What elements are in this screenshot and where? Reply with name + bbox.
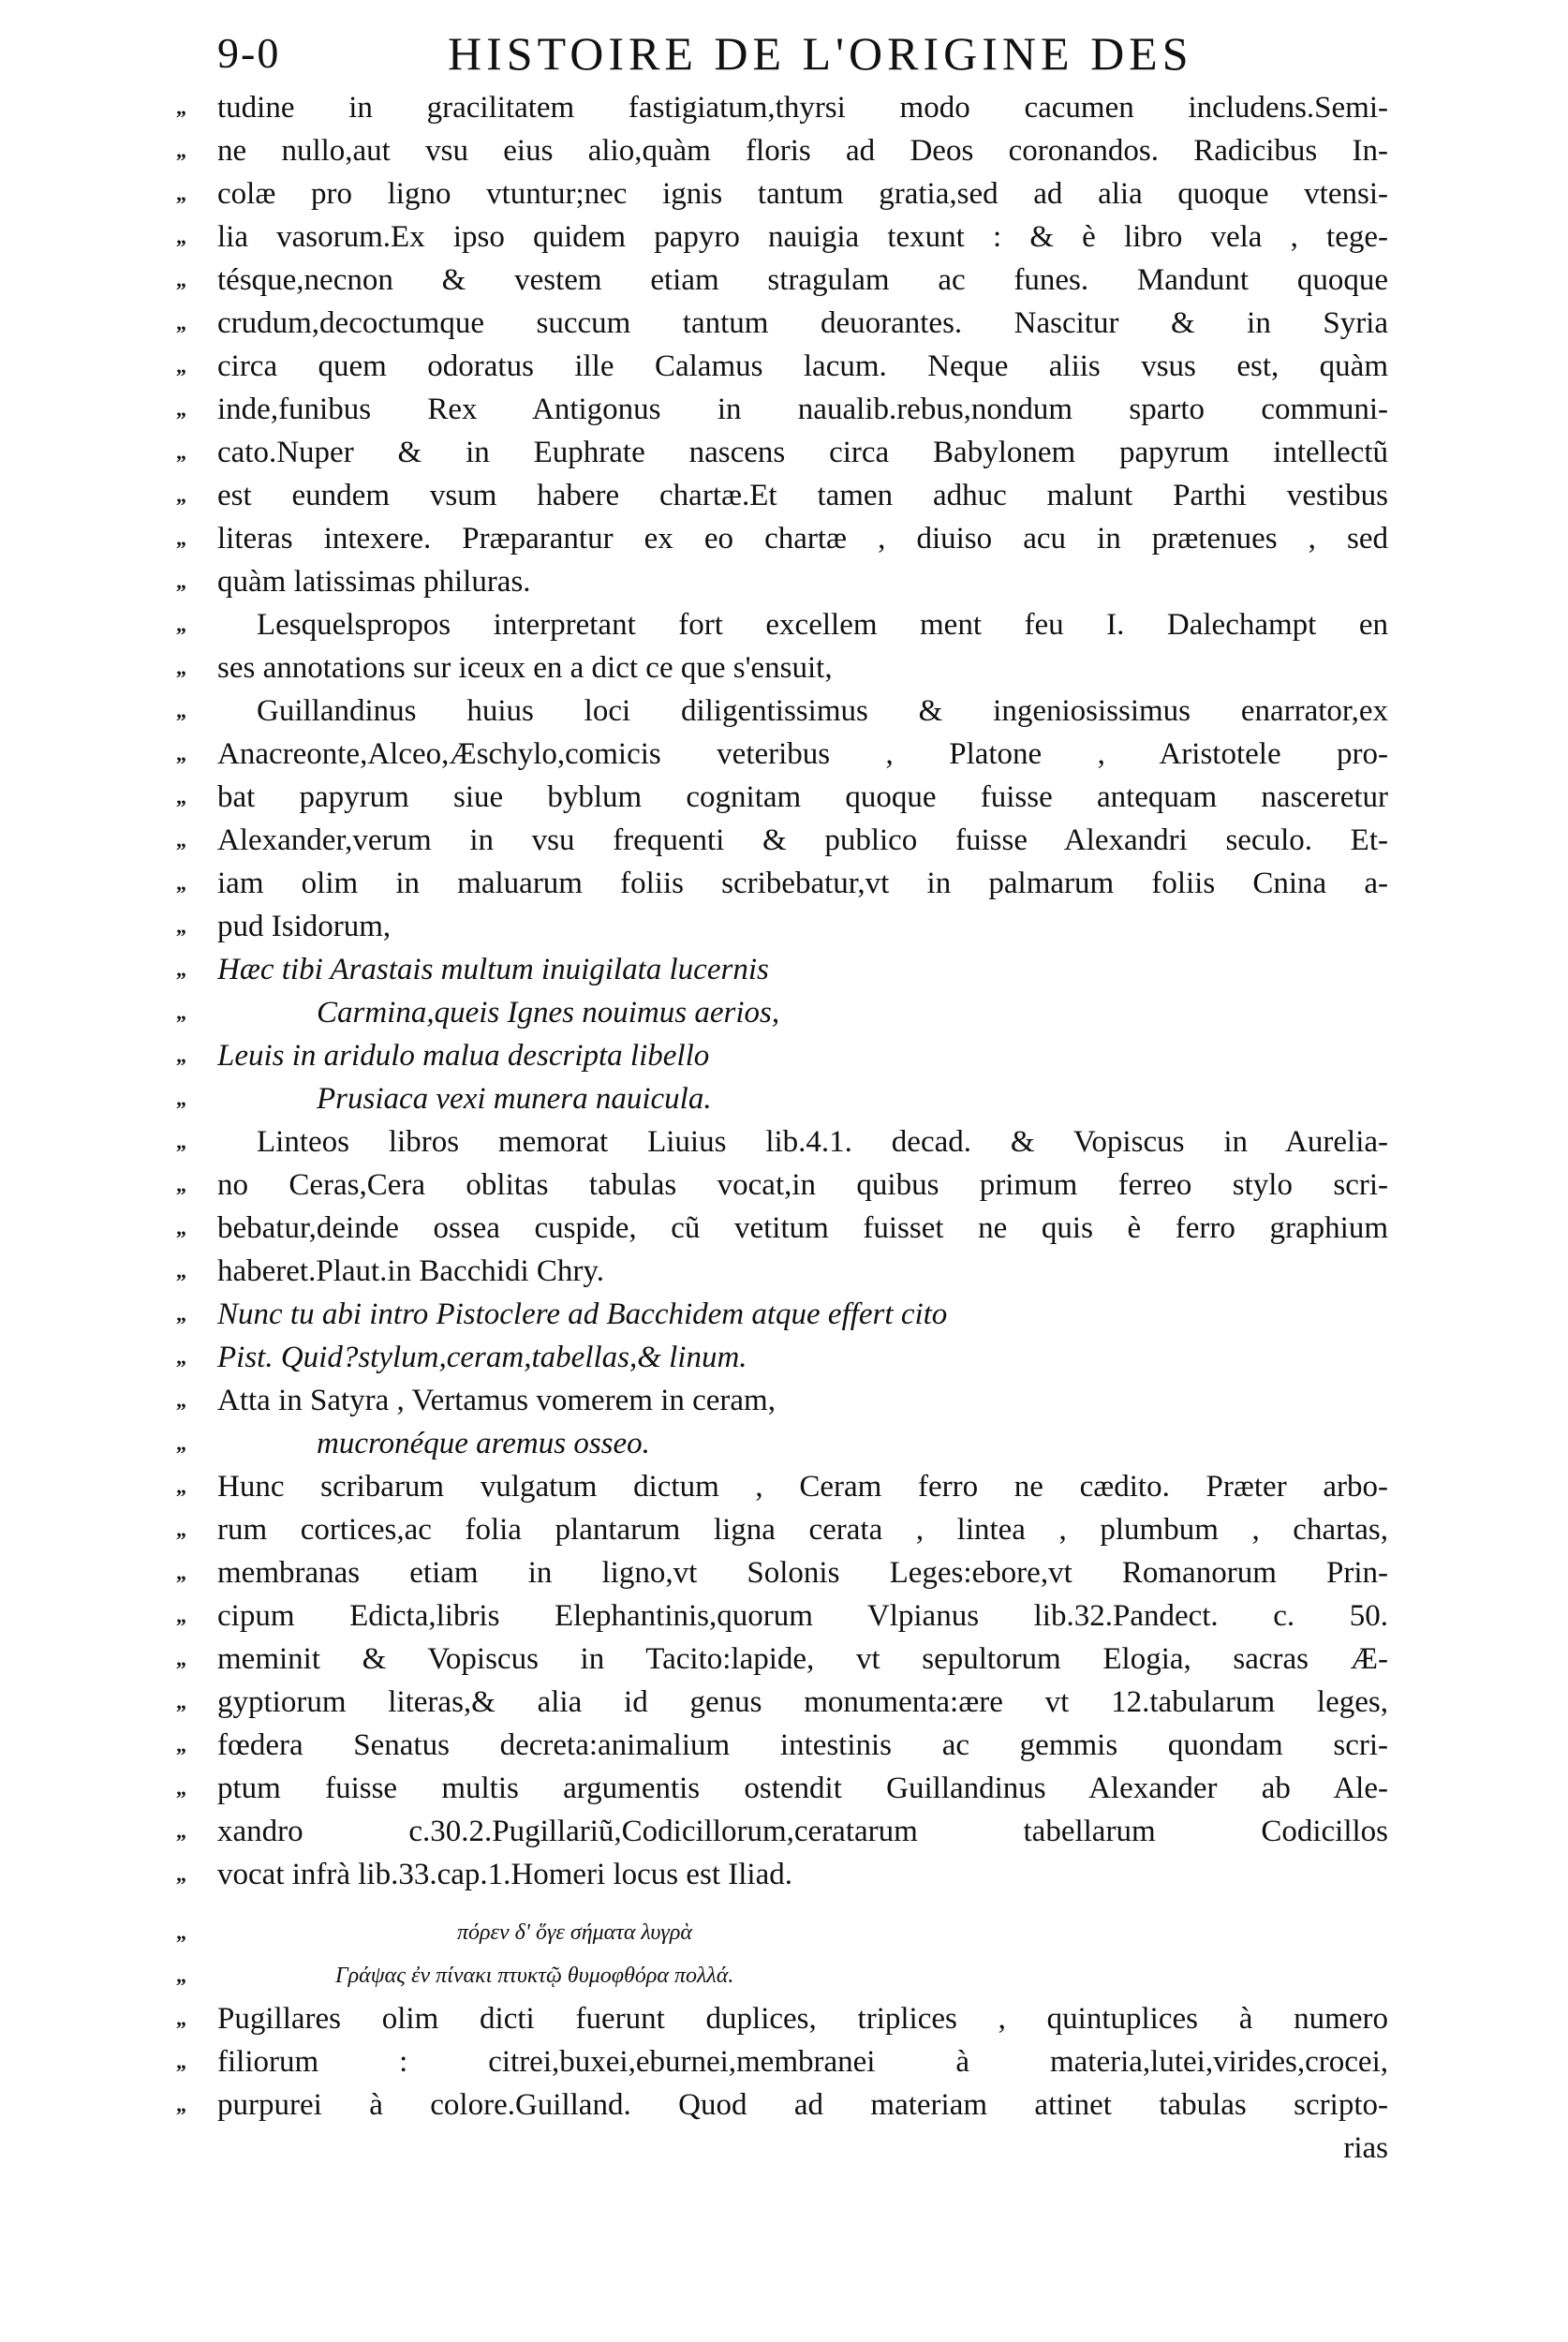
line-text: cato.Nuper & in Euphrate nascens circa Babylonem papyrum intellectũ — [217, 436, 1388, 469]
text-line — [176, 1336, 1403, 1379]
line-text: literas intexere. Præparantur ex eo chartæ , diuiso acu in prætenues , sed — [217, 522, 1388, 556]
quote-mark: „ — [176, 1475, 186, 1498]
quote-mark: „ — [176, 96, 186, 119]
quote-mark: „ — [176, 1130, 186, 1153]
text-line — [176, 129, 1403, 172]
text-line — [176, 474, 1403, 517]
line-text: lia vasorum.Ex ipso quidem papyro nauigia texunt : & è libro vela , tege- — [217, 220, 1388, 254]
quote-mark: „ — [176, 785, 186, 808]
quote-mark: „ — [176, 182, 186, 205]
line-text: Leuis in aridulo malua descripta libello — [217, 1039, 710, 1073]
text-line — [176, 2127, 1403, 2170]
text-line — [176, 819, 1403, 862]
line-text: xandro c.30.2.Pugillariũ,Codicillorum,ceratarum tabellarum Codicillos — [217, 1815, 1388, 1848]
line-text: Hæc tibi Arastais multum inuigilata lucernis — [217, 953, 769, 986]
text-line — [176, 1853, 1403, 1896]
text-line — [176, 1681, 1403, 1724]
text-line — [176, 1724, 1403, 1767]
quote-mark: „ — [176, 1518, 186, 1541]
text-line — [176, 431, 1403, 474]
text-line — [176, 1207, 1403, 1250]
quote-mark: „ — [176, 526, 186, 550]
line-text: colæ pro ligno vtuntur;nec ignis tantum gratia,sed ad alia quoque vtensi- — [217, 177, 1388, 211]
line-text: rum cortices,ac folia plantarum ligna cerata , lintea , plumbum , chartas, — [217, 1513, 1388, 1547]
line-text: Atta in Satyra , Vertamus vomerem in ceram, — [217, 1384, 776, 1417]
line-text: Alexander,verum in vsu frequenti & publico fuisse Alexandri seculo. Et- — [217, 823, 1388, 857]
text-line — [176, 1594, 1403, 1638]
line-text: Hunc scribarum vulgatum dictum , Ceram ferro ne cædito. Præter arbo- — [217, 1470, 1388, 1504]
quote-mark: „ — [176, 828, 186, 852]
quote-mark: „ — [176, 957, 186, 981]
text-line — [176, 1164, 1403, 1207]
text-line — [176, 1508, 1403, 1551]
line-text: Anacreonte,Alceo,Æschylo,comicis veteribus , Platone , Aristotele pro- — [217, 737, 1388, 771]
line-text: fœdera Senatus decreta:animalium intestinis ac gemmis quondam scri- — [217, 1728, 1388, 1762]
quote-mark: „ — [176, 1431, 186, 1455]
quote-mark: „ — [176, 1173, 186, 1196]
line-text: mucronéque aremus osseo. — [317, 1427, 650, 1460]
line-text: bebatur,deinde ossea cuspide, cũ vetitum fuisset ne quis è ferro graphium — [217, 1211, 1388, 1245]
quote-mark: „ — [176, 914, 186, 938]
text-line — [176, 560, 1403, 603]
line-text: ne nullo,aut vsu eius alio,quàm floris ad Deos coronandos. Radicibus In- — [217, 134, 1388, 168]
line-text: meminit & Vopiscus in Tacito:lapide, vt sepultorum Elogia, sacras Æ- — [217, 1642, 1388, 1676]
line-text: filiorum : citrei,buxei,eburnei,membranei à materia,lutei,virides,crocei, — [217, 2045, 1388, 2079]
text-line — [176, 215, 1403, 259]
line-text: quàm latissimas philuras. — [217, 565, 531, 599]
quote-mark: „ — [176, 1862, 186, 1886]
line-text: iam olim in maluarum foliis scribebatur,vt in palmarum foliis Cnina a- — [217, 867, 1388, 900]
line-text: Pugillares olim dicti fuerunt duplices, triplices , quintuplices à numero — [217, 2002, 1388, 2036]
page-number: 9-0 — [217, 29, 281, 77]
text-line — [176, 862, 1403, 905]
line-text: ses annotations sur iceux en a dict ce que s'ensuit, — [217, 651, 833, 685]
text-line — [176, 86, 1403, 129]
quote-mark: „ — [176, 1690, 186, 1713]
text-line — [176, 1911, 1403, 1954]
quote-mark: „ — [176, 1964, 186, 1987]
line-text: Prusiaca vexi munera nauicula. — [317, 1082, 712, 1116]
quote-mark: „ — [176, 1216, 186, 1239]
line-text: crudum,decoctumque succum tantum deuorantes. Nascitur & in Syria — [217, 306, 1388, 340]
line-text: Guillandinus huius loci diligentissimus & ingeniosissimus enarrator,ex — [257, 694, 1388, 728]
quote-mark: „ — [176, 1044, 186, 1067]
quote-mark: „ — [176, 2050, 186, 2073]
line-text: Pist. Quid?stylum,ceram,tabellas,& linum. — [217, 1341, 747, 1374]
text-line — [176, 991, 1403, 1034]
line-text: vocat infrà lib.33.cap.1.Homeri locus est Iliad. — [217, 1858, 792, 1891]
line-text: no Ceras,Cera oblitas tabulas vocat,in quibus primum ferreo stylo scri- — [217, 1168, 1388, 1202]
line-text: rias — [1343, 2131, 1388, 2165]
quote-mark: „ — [176, 311, 186, 334]
line-text: Linteos libros memorat Liuius lib.4.1. decad. & Vopiscus in Aurelia- — [257, 1125, 1388, 1159]
quote-mark: „ — [176, 2093, 186, 2116]
text-line — [176, 646, 1403, 689]
quote-mark: „ — [176, 268, 186, 291]
text-line — [176, 517, 1403, 560]
text-line — [176, 1120, 1403, 1164]
line-text: cipum Edicta,libris Elephantinis,quorum Vlpianus lib.32.Pandect. c. 50. — [217, 1599, 1388, 1633]
quote-mark: „ — [176, 440, 186, 464]
quote-mark: „ — [176, 139, 186, 162]
quote-mark: „ — [176, 699, 186, 722]
quote-mark: „ — [176, 225, 186, 248]
quote-mark: „ — [176, 2007, 186, 2030]
line-text: circa quem odoratus ille Calamus lacum. Neque aliis vsus est, quàm — [217, 349, 1388, 383]
quote-mark: „ — [176, 1776, 186, 1800]
text-line — [176, 689, 1403, 733]
quote-mark: „ — [176, 1604, 186, 1627]
text-line — [176, 172, 1403, 215]
quote-mark: „ — [176, 1561, 186, 1584]
text-line — [176, 388, 1403, 431]
quote-mark: „ — [176, 1733, 186, 1756]
text-line — [176, 1465, 1403, 1508]
text-line — [176, 302, 1403, 345]
quote-mark: „ — [176, 483, 186, 507]
quote-mark: „ — [176, 1302, 186, 1326]
text-line — [176, 733, 1403, 776]
text-line — [176, 259, 1403, 302]
text-line — [176, 345, 1403, 388]
text-line — [176, 1379, 1403, 1422]
text-line — [176, 1638, 1403, 1681]
line-text: ptum fuisse multis argumentis ostendit Guillandinus Alexander ab Ale- — [217, 1771, 1388, 1805]
line-text: est eundem vsum habere chartæ.Et tamen adhuc malunt Parthi vestibus — [217, 479, 1388, 512]
text-body — [176, 86, 1403, 2170]
quote-mark: „ — [176, 397, 186, 421]
quote-mark: „ — [176, 1087, 186, 1110]
line-text: purpurei à colore.Guilland. Quod ad materiam attinet tabulas scripto- — [217, 2088, 1388, 2122]
text-line — [176, 1077, 1403, 1120]
text-line — [176, 776, 1403, 819]
quote-mark: „ — [176, 1001, 186, 1024]
text-line — [176, 1767, 1403, 1810]
text-line — [176, 1250, 1403, 1293]
quote-mark: „ — [176, 354, 186, 378]
line-text: πόρεν δ' ὅγε σήματα λυγρὰ — [457, 1920, 693, 1945]
line-text: tésque,necnon & vestem etiam stragulam ac funes. Mandunt quoque — [217, 263, 1388, 297]
text-line — [176, 1034, 1403, 1077]
text-line — [176, 1422, 1403, 1465]
line-text: pud Isidorum, — [217, 910, 392, 943]
line-text: membranas etiam in ligno,vt Solonis Leges:ebore,vt Romanorum Prin- — [217, 1556, 1388, 1590]
quote-mark: „ — [176, 1259, 186, 1282]
line-text: gyptiorum literas,& alia id genus monumenta:ære vt 12.tabularum leges, — [217, 1685, 1388, 1719]
text-line — [176, 905, 1403, 948]
quote-mark: „ — [176, 613, 186, 636]
text-line — [176, 1997, 1403, 2040]
quote-mark: „ — [176, 656, 186, 679]
line-text: tudine in gracilitatem fastigiatum,thyrsi modo cacumen includens.Semi- — [217, 91, 1388, 125]
line-text: Lesquelspropos interpretant fort excellem ment feu I. Dalechampt en — [257, 608, 1388, 642]
text-line — [176, 2083, 1403, 2127]
text-line — [176, 1551, 1403, 1594]
text-line — [176, 948, 1403, 991]
quote-mark: „ — [176, 871, 186, 895]
text-line — [176, 2040, 1403, 2083]
text-line — [176, 1954, 1403, 1997]
text-line — [176, 1293, 1403, 1336]
line-text: haberet.Plaut.in Bacchidi Chry. — [217, 1254, 604, 1288]
quote-mark: „ — [176, 570, 186, 593]
quote-mark: „ — [176, 1388, 186, 1412]
line-text: Nunc tu abi intro Pistoclere ad Bacchidem atque effert cito — [217, 1297, 948, 1331]
quote-mark: „ — [176, 742, 186, 765]
quote-mark: „ — [176, 1819, 186, 1843]
line-text: inde,funibus Rex Antigonus in naualib.rebus,nondum sparto communi- — [217, 393, 1388, 426]
quote-mark: „ — [176, 1345, 186, 1369]
text-line — [176, 1810, 1403, 1853]
line-text: Γράψας ἐν πίνακι πτυκτῷ θυμοφθόρα πολλά. — [335, 1964, 734, 1988]
running-title: HISTOIRE DE L'ORIGINE DES — [448, 27, 1193, 80]
text-line — [176, 603, 1403, 646]
quote-mark: „ — [176, 1920, 186, 1944]
line-text: bat papyrum siue byblum cognitam quoque fuisse antequam nasceretur — [217, 780, 1388, 814]
quote-mark: „ — [176, 1647, 186, 1670]
line-text: Carmina,queis Ignes nouimus aerios, — [317, 996, 780, 1030]
